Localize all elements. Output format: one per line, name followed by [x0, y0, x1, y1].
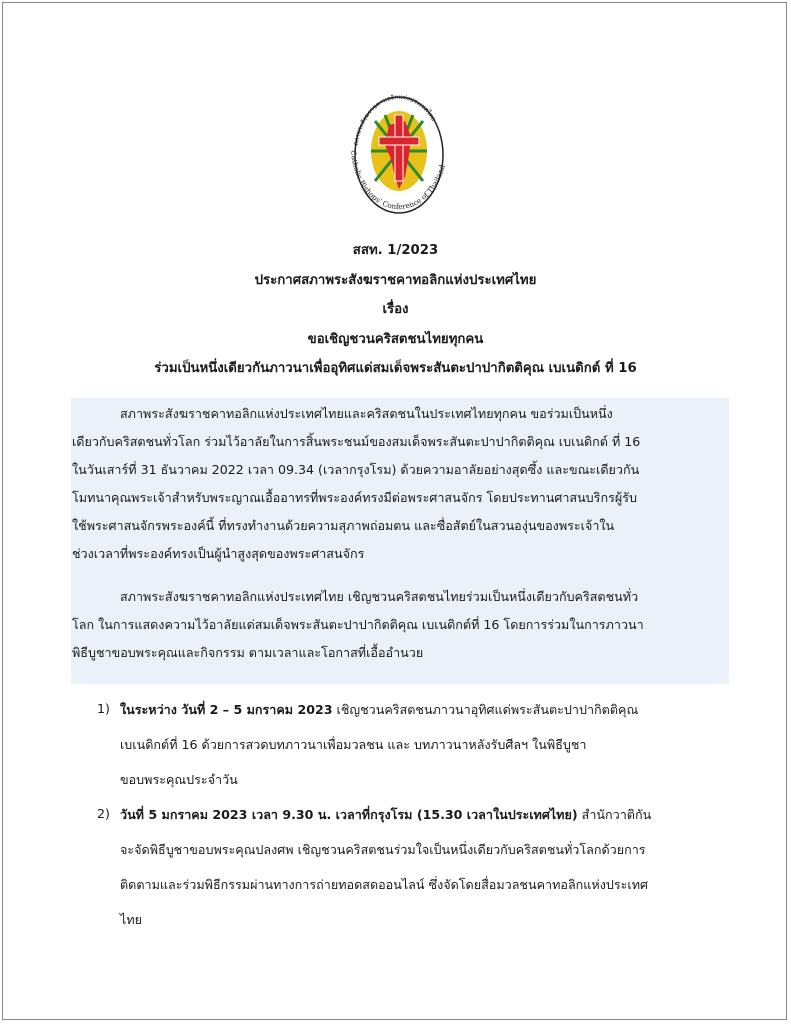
cbct-logo [339, 85, 459, 225]
subject-line-1: ขอเชิญชวนคริสตชนไทยทุกคน [307, 332, 484, 347]
para2-line: สภาพระสังฆราชคาทอลิกแห่งประเทศไทย เชิญชวนคริสตชนไทยร่วมเป็นหนึ่งเดียวกับคริสตชนทั่ว [120, 589, 639, 604]
subject-line-2: ร่วมเป็นหนึ่งเดียวกันภาวนาเพื่ออุทิศแด่สมเด็จพระสันตะปาปากิตติคุณ เบเนดิกต์ ที่ 16 [154, 361, 637, 376]
para1-line: เดียวกับคริสตชนทั่วโลก ร่วมไว้อาลัยในการสิ้นพระชนม์ของสมเด็จพระสันตะปาปากิตติคุณ เบเนดิกต์ ที่ 16 [72, 434, 641, 449]
list-item-line: ติดตามและร่วมพิธีกรรมผ่านทางการถ่ายทอดสดออนไลน์ ซึ่งจัดโดยสื่อมวลชนคาทอลิกแห่งประเทศ [120, 877, 648, 892]
list-item-line: เบเนดิกต์ที่ 16 ด้วยการสวดบทภาวนาเพื่อมวลชน และ บทภาวนาหลังรับศีลฯ ในพิธีบูชา [120, 737, 587, 752]
para1-line: ในวันเสาร์ที่ 31 ธันวาคม 2022 เวลา 09.34 (เวลากรุงโรม) ด้วยความอาลัยอย่างสุดซึ้ง และขณะเดียวกัน [72, 462, 640, 477]
para1-line: สภาพระสังฆราชคาทอลิกแห่งประเทศไทยและคริสตชนในประเทศไทยทุกคน ขอร่วมเป็นหนึ่ง [120, 406, 613, 421]
logo-cross-vertical [395, 115, 403, 181]
para1-line: ช่วงเวลาที่พระองค์ทรงเป็นผู้นำสูงสุดของพระศาสนจักร [72, 546, 365, 561]
logo-text-thai: สภาพระสังฆราชคาทอลิกแห่งประเทศไทย [352, 93, 437, 147]
para2-line: พิธีบูชาขอบพระคุณและกิจกรรม ตามเวลาและโอกาสที่เอื้ออำนวย [72, 645, 424, 660]
list-item-line: ขอบพระคุณประจำวัน [120, 772, 238, 787]
document-number: สสท. 1/2023 [352, 243, 439, 258]
logo-cross-horizontal [379, 137, 419, 145]
list-item-rest: เชิญชวนคริสตชนภาวนาอุทิศแด่พระสันตะปาปากิตติคุณ [332, 702, 639, 717]
list-item-bold: ในระหว่าง วันที่ 2 – 5 มกราคม 2023 [120, 702, 333, 717]
para2-line: โลก ในการแสดงความไว้อาลัยแด่สมเด็จพระสันตะปาปากิตติคุณ เบเนดิกต์ที่ 16 โดยการร่วมในการภาวนา [72, 617, 644, 632]
list-item-line: ไทย [120, 912, 143, 927]
list-item-bold: วันที่ 5 มกราคม 2023 เวลา 9.30 น. เวลาที่กรุงโรม (15.30 เวลาในประเทศไทย) [120, 807, 578, 822]
list-item-number: 1) [97, 701, 110, 716]
list-item-number: 2) [97, 806, 110, 821]
list-item-rest: สำนักวาติกัน [577, 807, 652, 822]
document-issuer: ประกาศสภาพระสังฆราชคาทอลิกแห่งประเทศไทย [254, 273, 537, 288]
para1-line: โมทนาคุณพระเจ้าสำหรับพระญาณเอื้ออาทรที่พระองค์ทรงมีต่อพระศาสนจักร โดยประทานศาสนบริกรผู้รับ [72, 490, 637, 505]
subject-label: เรื่อง [382, 302, 409, 317]
para1-line: ใช้พระศาสนจักรพระองค์นี้ ที่ทรงทำงานด้วยความสุภาพถ่อมตน และซื่อสัตย์ในสวนองุ่นของพระเจ้าใน [72, 518, 615, 533]
logo-text-english: Catholic Bishops' Conference of Thailand [349, 149, 447, 212]
list-item-line: จะจัดพิธีบูชาขอบพระคุณปลงศพ เชิญชวนคริสตชนร่วมใจเป็นหนึ่งเดียวกับคริสตชนทั่วโลกด้วยการ [120, 842, 646, 857]
document-page [2, 2, 787, 1020]
list-item-line [120, 806, 651, 824]
list-item-line [120, 701, 638, 719]
